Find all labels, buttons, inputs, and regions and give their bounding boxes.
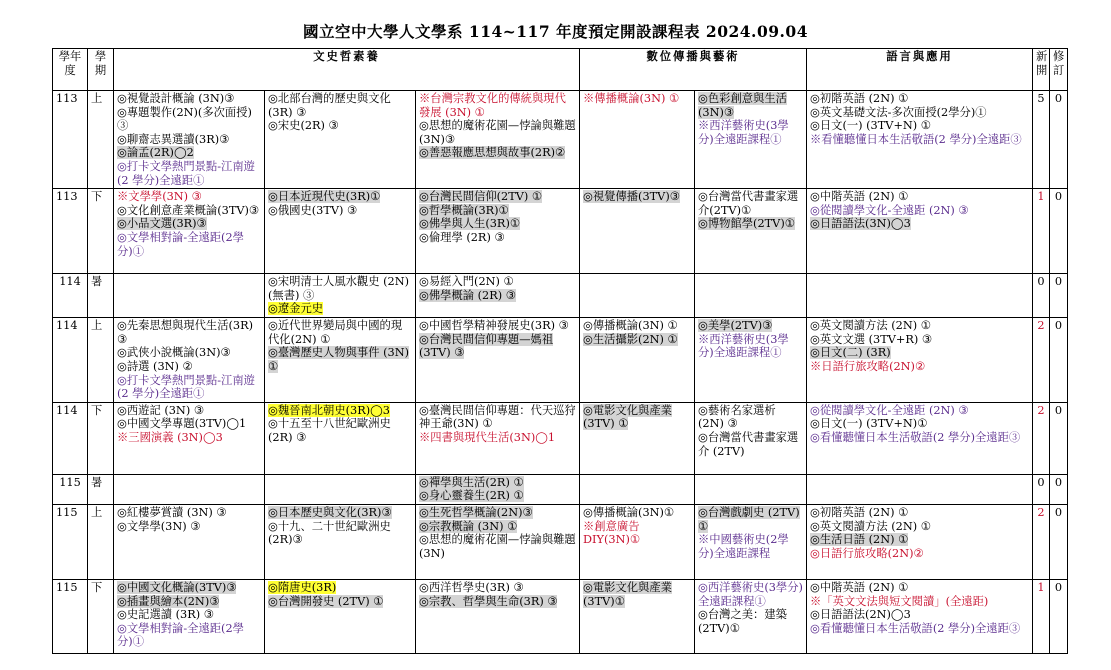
course-cell-h3 — [416, 189, 580, 274]
table-row — [53, 474, 1068, 504]
course-cell-h2 — [265, 189, 416, 274]
course-line — [698, 319, 803, 333]
course-cell-h1 — [114, 91, 265, 189]
course-cell-h3 — [416, 91, 580, 189]
course-entry: ◎初階英語 (2N) ① — [810, 505, 909, 519]
course-line — [268, 204, 412, 218]
course-entry: ◎臺灣歷史人物與事件 (3N) ① — [268, 346, 410, 373]
course-cell-d1 — [580, 579, 695, 653]
course-line — [698, 506, 803, 533]
course-entry: ◎宋明清士人風水觀史 (2N)(無書) ③ — [268, 275, 410, 302]
revise-count-cell: 0 — [1050, 189, 1068, 274]
course-cell-h1 — [114, 318, 265, 403]
course-schedule-table — [52, 48, 1068, 654]
course-cell-h2 — [265, 474, 416, 504]
course-entry: ◎日語語法(2N)◯3 — [810, 608, 911, 622]
semester-cell: 上 — [88, 504, 114, 579]
course-entry: ※創意廣告DIY(3N)① — [583, 519, 640, 547]
course-line — [268, 404, 412, 418]
course-entry: ◎中國文化概論(3TV)③ — [117, 580, 237, 594]
course-entry: ◎詩選 (3N) ② — [117, 359, 193, 373]
course-line — [810, 119, 1029, 133]
header-digital: 數位傳播與藝術 — [580, 49, 807, 91]
course-line — [810, 595, 1029, 609]
table-row — [53, 189, 1068, 274]
course-entry: ◎台灣當代書畫家選介 (2TV) — [698, 430, 799, 458]
course-line — [810, 360, 1029, 374]
course-entry: ◎看懂聽懂日本生活敬語(2 學分)全遠距③ — [810, 621, 1021, 635]
year-cell: 115 — [53, 474, 88, 504]
course-cell-d1 — [580, 504, 695, 579]
course-line — [268, 595, 412, 609]
course-cell-d2 — [695, 402, 807, 474]
header-new: 新開 — [1033, 49, 1050, 91]
course-line — [117, 319, 261, 346]
course-cell-h3 — [416, 402, 580, 474]
course-entry: ◎西洋藝術史(3學分)全遠距課程① — [698, 580, 803, 608]
course-entry: ◎隋唐史(3R) — [268, 580, 337, 594]
course-entry: ◎哲學概論(3R)① — [419, 203, 509, 217]
course-entry: ◎台灣之美：建築(2TV)① — [698, 608, 787, 635]
revise-count-cell: 0 — [1050, 504, 1068, 579]
course-entry: ◎台灣開發史 (2TV) ① — [268, 594, 384, 608]
course-line — [810, 217, 1029, 231]
course-entry: ◎十九、二十世紀歐洲史(2R)③ — [268, 519, 391, 547]
course-entry: ◎禪學與生活(2R) ① — [419, 475, 524, 489]
course-line — [117, 506, 261, 520]
course-entry: ※西洋藝術史(3學分)全遠距課程① — [698, 119, 789, 146]
course-line — [419, 506, 576, 520]
course-entry: ◎身心靈養生(2R) ① — [419, 489, 524, 503]
revise-count-cell: 0 — [1050, 318, 1068, 403]
course-entry: ◎博物館學(2TV)① — [698, 217, 795, 231]
new-count-cell: 1 — [1033, 189, 1050, 274]
course-line — [117, 360, 261, 374]
course-line — [419, 431, 576, 445]
course-cell-l — [807, 579, 1033, 653]
course-line — [419, 595, 576, 609]
year-cell: 113 — [53, 91, 88, 189]
course-entry: ◎日文(二) (3R) — [810, 346, 891, 360]
course-line — [810, 520, 1029, 534]
new-count-cell: 5 — [1033, 91, 1050, 189]
course-entry: ◎色彩創意與生活(3N)③ — [698, 92, 787, 119]
course-line — [698, 533, 803, 560]
semester-cell: 暑 — [88, 474, 114, 504]
course-entry: ※「英文文法與短文閱讀」(全遠距) — [810, 594, 989, 608]
course-line — [698, 431, 803, 458]
course-entry: ◎日文(一) (3TV+N)① — [810, 417, 928, 431]
course-line — [698, 404, 803, 431]
new-count-cell: 2 — [1033, 504, 1050, 579]
course-line — [117, 231, 261, 258]
course-entry: ◎文化創意產業概論(3TV)③ — [117, 203, 260, 217]
course-cell-h1 — [114, 579, 265, 653]
course-line — [117, 146, 261, 160]
course-line — [810, 346, 1029, 360]
course-entry: ◎電影文化與產業(3TV) ① — [583, 403, 672, 431]
revise-count-cell: 0 — [1050, 402, 1068, 474]
course-entry: ◎打卡文學熱門景點-江南遊(2 學分)全遠距① — [117, 373, 255, 401]
course-line — [419, 520, 576, 534]
course-cell-l — [807, 504, 1033, 579]
course-entry: ◎思想的魔術花園—悖論與難題(3N) — [419, 533, 576, 560]
course-line — [810, 204, 1029, 218]
course-line — [810, 581, 1029, 595]
course-entry: ◎生活攝影(2N) ① — [583, 332, 678, 346]
course-cell-d2 — [695, 318, 807, 403]
course-entry: ◎宗教、哲學與生命(3R) ③ — [419, 594, 558, 608]
table-row — [53, 402, 1068, 474]
course-entry: ◎視覺設計概論 (3N)③ — [117, 92, 235, 105]
course-entry: ◎專題製作(2N)(多次面授) ③ — [117, 105, 252, 133]
course-cell-h3 — [416, 474, 580, 504]
year-cell: 114 — [53, 274, 88, 318]
course-cell-h2 — [265, 402, 416, 474]
course-entry: ◎論孟(2R)◯2 — [117, 146, 194, 160]
course-entry: ◎美學(2TV)③ — [698, 319, 773, 333]
course-line — [419, 231, 576, 245]
course-entry: ※三國演義 (3N)◯3 — [117, 430, 223, 444]
course-cell-l — [807, 402, 1033, 474]
course-entry: ◎打卡文學熱門景點-江南遊(2 學分)全遠距① — [117, 159, 255, 187]
course-line — [117, 160, 261, 187]
course-entry: ◎小品文選(3R)③ — [117, 217, 207, 231]
revise-count-cell: 0 — [1050, 474, 1068, 504]
course-cell-d1 — [580, 274, 695, 318]
course-cell-h2 — [265, 91, 416, 189]
course-entry: ◎插畫與繪本(2N)③ — [117, 594, 220, 608]
course-line — [583, 404, 691, 431]
course-line — [268, 319, 412, 346]
course-cell-h2 — [265, 318, 416, 403]
course-entry: ※看懂聽懂日本生活敬語(2 學分)全遠距③ — [810, 132, 1022, 146]
course-cell-h1 — [114, 474, 265, 504]
course-entry: ◎魏晉南北朝史(3R)◯3 — [268, 403, 390, 417]
course-cell-l — [807, 91, 1033, 189]
course-cell-l — [807, 274, 1033, 318]
course-cell-h3 — [416, 579, 580, 653]
semester-cell: 下 — [88, 402, 114, 474]
course-line — [117, 595, 261, 609]
course-entry: ◎俄國史(3TV) ③ — [268, 203, 358, 217]
new-count-cell: 0 — [1033, 274, 1050, 318]
course-cell-h1 — [114, 274, 265, 318]
course-cell-l — [807, 474, 1033, 504]
course-entry: ◎日本近現代史(3R)① — [268, 190, 381, 204]
course-entry: ◎初階英語 (2N) ① — [810, 92, 909, 105]
course-line — [268, 417, 412, 444]
course-entry: ◎十五至十八世紀歐洲史(2R) ③ — [268, 417, 391, 444]
course-entry: ※傳播概論(3N) ① — [583, 92, 680, 105]
course-line — [810, 319, 1029, 333]
course-line — [117, 608, 261, 622]
course-cell-h2 — [265, 504, 416, 579]
page-title: 國立空中大學人文學系 114~117 年度預定開設課程表 2024.09.04 — [303, 22, 808, 41]
course-entry: ※文學學(3N) ③ — [117, 190, 202, 204]
course-entry: ◎西洋哲學史(3R) ③ — [419, 580, 524, 594]
course-entry: ◎宋史(2R) ③ — [268, 119, 339, 133]
course-cell-h3 — [416, 504, 580, 579]
course-entry: ◎台灣民間信仰(2TV) ① — [419, 190, 543, 204]
revise-count-cell: 0 — [1050, 274, 1068, 318]
course-entry: ◎台灣民間信仰專題—媽祖 (3TV) ③ — [419, 332, 554, 360]
course-entry: ◎易經入門(2N) ① — [419, 275, 514, 289]
course-line — [268, 506, 412, 520]
header-revise: 修訂 — [1050, 49, 1068, 91]
course-entry: ◎從閱讀學文化-全遠距 (2N) ③ — [810, 203, 969, 217]
semester-cell: 上 — [88, 91, 114, 189]
course-line — [810, 333, 1029, 347]
course-cell-h1 — [114, 504, 265, 579]
course-entry: ◎倫理學 (2R) ③ — [419, 230, 505, 244]
course-entry: ◎從閱讀學文化-全遠距 (2N) ③ — [810, 403, 969, 417]
course-line — [419, 289, 576, 303]
course-entry: ◎近代世界變局與中國的現代化(2N) ① — [268, 319, 403, 346]
course-entry: ◎文學相對論-全遠距(2學分)① — [117, 230, 244, 258]
course-entry: ◎遼金元史 — [268, 302, 324, 316]
course-cell-d2 — [695, 91, 807, 189]
course-line — [419, 404, 576, 431]
course-entry: ※日語行旅攻略(2N)② — [810, 359, 926, 373]
course-line — [419, 217, 576, 231]
header-semester: 學期 — [88, 49, 114, 91]
revise-count-cell: 0 — [1050, 579, 1068, 653]
course-cell-h2 — [265, 274, 416, 318]
course-entry: ◎文學相對論-全遠距(2學分)① — [117, 621, 244, 649]
course-cell-d2 — [695, 579, 807, 653]
course-line — [810, 92, 1029, 106]
course-line — [268, 92, 412, 119]
course-line — [583, 319, 691, 333]
course-cell-l — [807, 189, 1033, 274]
course-line — [117, 374, 261, 401]
course-line — [117, 190, 261, 204]
new-count-cell: 2 — [1033, 318, 1050, 403]
course-cell-d1 — [580, 402, 695, 474]
course-entry: ◎看懂聽懂日本生活敬語(2 學分)全遠距③ — [810, 430, 1021, 444]
course-entry: ◎英文基礎文法-多次面授(2學分)① — [810, 105, 987, 119]
course-line — [419, 204, 576, 218]
course-line — [698, 333, 803, 360]
course-entry: ※中國藝術史(2學分)全遠距課程 — [698, 533, 789, 560]
course-line — [583, 333, 691, 347]
course-line — [583, 506, 691, 520]
course-cell-d1 — [580, 189, 695, 274]
course-line — [810, 533, 1029, 547]
course-cell-d2 — [695, 189, 807, 274]
course-entry: ◎日本歷史與文化(3R)③ — [268, 505, 392, 519]
year-cell: 114 — [53, 318, 88, 403]
course-entry: ◎生死哲學概論(2N)③ — [419, 505, 533, 519]
course-cell-d2 — [695, 474, 807, 504]
course-line — [117, 431, 261, 445]
course-line — [419, 92, 576, 119]
course-entry: ◎英文文選 (3TV+R) ③ — [810, 332, 933, 346]
course-line — [810, 417, 1029, 431]
course-line — [583, 92, 691, 106]
course-line — [419, 275, 576, 289]
course-line — [117, 622, 261, 649]
course-line — [419, 489, 576, 503]
year-cell: 115 — [53, 504, 88, 579]
course-entry: ◎臺灣民間信仰專題：代天巡狩神王爺(3N) ① — [419, 403, 576, 431]
course-cell-h2 — [265, 579, 416, 653]
course-cell-h1 — [114, 189, 265, 274]
course-line — [810, 431, 1029, 445]
course-entry: ◎台灣戲劇史 (2TV) ① — [698, 505, 800, 533]
course-entry: ◎佛學概論 (2R) ③ — [419, 288, 516, 302]
course-entry: ◎中國哲學精神發展史(3R) ③ — [419, 319, 569, 333]
course-line — [117, 204, 261, 218]
course-cell-d1 — [580, 474, 695, 504]
semester-cell: 下 — [88, 189, 114, 274]
course-entry: ◎史記選讀 (3R) ③ — [117, 608, 214, 622]
table-row — [53, 504, 1068, 579]
course-cell-h1 — [114, 402, 265, 474]
course-entry: ◎生活日語 (2N) ① — [810, 533, 909, 547]
course-entry: ◎思想的魔術花園—悖論與難題(3N)③ — [419, 119, 576, 146]
course-entry: ◎電影文化與產業(3TV)① — [583, 580, 672, 608]
table-row — [53, 579, 1068, 653]
course-entry: ◎英文閱讀方法 (2N) ① — [810, 319, 931, 333]
course-line — [117, 404, 261, 418]
course-line — [268, 275, 412, 302]
year-cell: 115 — [53, 579, 88, 653]
course-entry: ◎聊齋志異選讀(3R)③ — [117, 132, 230, 146]
course-entry: ◎北部台灣的歷史與文化(3R) ③ — [268, 92, 391, 119]
course-entry: ◎日文(一) (3TV+N) ① — [810, 119, 931, 133]
course-entry: ◎英文閱讀方法 (2N) ① — [810, 519, 931, 533]
table-row — [53, 91, 1068, 189]
course-entry: ◎日語行旅攻略(2N)② — [810, 546, 924, 560]
course-cell-d1 — [580, 91, 695, 189]
semester-cell: 上 — [88, 318, 114, 403]
course-line — [698, 190, 803, 217]
course-line — [419, 119, 576, 146]
course-entry: ◎武俠小說概論(3N)③ — [117, 346, 231, 360]
course-line — [268, 581, 412, 595]
new-count-cell: 1 — [1033, 579, 1050, 653]
year-cell: 114 — [53, 402, 88, 474]
course-line — [810, 608, 1029, 622]
course-line — [117, 217, 261, 231]
table-row — [53, 274, 1068, 318]
course-entry: ◎宗教概論 (3N) ① — [419, 519, 518, 533]
revise-count-cell: 0 — [1050, 91, 1068, 189]
course-line — [698, 92, 803, 119]
course-line — [117, 92, 261, 106]
course-line — [268, 302, 412, 316]
course-entry: ◎善惡報應思想與故事(2R)② — [419, 146, 566, 160]
course-line — [268, 520, 412, 547]
course-entry: ◎台灣當代書畫家選介(2TV)① — [698, 190, 799, 217]
header-year: 學年度 — [53, 49, 88, 91]
course-entry: ◎文學學(3N) ③ — [117, 519, 201, 533]
course-entry: ◎視覺傳播(3TV)③ — [583, 190, 680, 204]
course-line — [810, 622, 1029, 636]
course-line — [117, 520, 261, 534]
course-cell-d1 — [580, 318, 695, 403]
course-line — [268, 119, 412, 133]
course-line — [117, 417, 261, 431]
course-entry: ※四書與現代生活(3N)◯1 — [419, 430, 556, 444]
course-cell-h3 — [416, 274, 580, 318]
course-line — [419, 319, 576, 333]
header-row — [53, 49, 1068, 91]
course-entry: ◎藝術名家選析 (2N) ③ — [698, 403, 776, 431]
course-entry: ◎先秦思想與現代生活(3R) ③ — [117, 319, 254, 346]
course-line — [583, 520, 691, 547]
course-line — [419, 533, 576, 560]
course-entry: ※台灣宗教文化的傳統與現代發展 (3N) ① — [419, 92, 566, 119]
course-line — [419, 476, 576, 490]
course-entry: ◎紅樓夢賞讀 (3N) ③ — [117, 505, 227, 519]
course-cell-d2 — [695, 504, 807, 579]
course-line — [117, 106, 261, 133]
course-entry: ◎中階英語 (2N) ① — [810, 580, 909, 594]
course-line — [117, 133, 261, 147]
course-entry: ※西洋藝術史(3學分)全遠距課程① — [698, 332, 789, 360]
semester-cell: 暑 — [88, 274, 114, 318]
course-line — [419, 333, 576, 360]
course-line — [810, 133, 1029, 147]
course-cell-d2 — [695, 274, 807, 318]
course-line — [698, 119, 803, 146]
course-line — [583, 190, 691, 204]
course-entry: ◎中國文學專題(3TV)◯1 — [117, 417, 247, 431]
course-line — [810, 506, 1029, 520]
course-line — [698, 608, 803, 635]
header-humanities: 文史哲素養 — [114, 49, 580, 91]
course-entry: ◎傳播概論(3N) ① — [583, 319, 678, 333]
new-count-cell: 2 — [1033, 402, 1050, 474]
course-line — [419, 581, 576, 595]
year-cell: 113 — [53, 189, 88, 274]
course-cell-h3 — [416, 318, 580, 403]
course-line — [810, 547, 1029, 561]
course-line — [419, 146, 576, 160]
course-line — [268, 190, 412, 204]
course-line — [810, 190, 1029, 204]
course-entry: ◎西遊記 (3N) ③ — [117, 403, 204, 417]
course-entry: ◎中階英語 (2N) ① — [810, 190, 909, 204]
course-line — [117, 581, 261, 595]
semester-cell: 下 — [88, 579, 114, 653]
table-row — [53, 318, 1068, 403]
course-line — [583, 581, 691, 608]
header-language: 語言與應用 — [807, 49, 1033, 91]
course-entry: ◎日語語法(3N)◯3 — [810, 217, 911, 231]
course-entry: ◎傳播概論(3N)① — [583, 505, 675, 519]
course-line — [810, 106, 1029, 120]
course-line — [698, 581, 803, 608]
course-entry: ◎佛學與人生(3R)① — [419, 217, 520, 231]
course-line — [419, 190, 576, 204]
course-line — [810, 404, 1029, 418]
course-line — [117, 346, 261, 360]
new-count-cell: 0 — [1033, 474, 1050, 504]
course-line — [698, 217, 803, 231]
course-line — [268, 346, 412, 373]
course-cell-l — [807, 318, 1033, 403]
